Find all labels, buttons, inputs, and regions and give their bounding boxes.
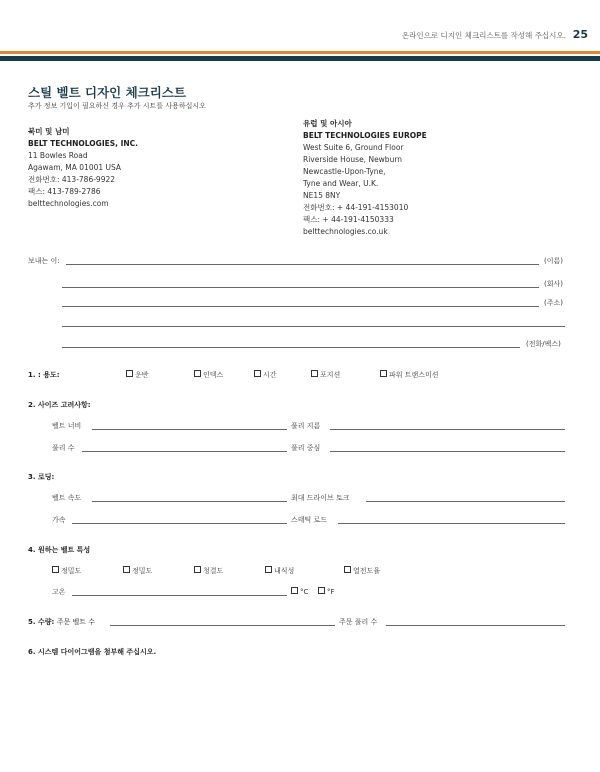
sender-phone-fax-label: (전화/팩스) (526, 340, 561, 348)
sender-address-field-2[interactable] (62, 326, 565, 327)
pulley-count-field[interactable] (82, 451, 287, 452)
checkbox-usage-power-transmission[interactable] (380, 370, 439, 380)
checkbox-label: 정밀도 (61, 567, 82, 575)
section-characteristics-title: 4. 원하는 벨트 특성 (28, 546, 91, 554)
pulley-count-label: 풀리 수 (52, 444, 75, 452)
static-load-label: 스태틱 로드 (291, 516, 328, 524)
office-address-line: Riverside House, Newburn (303, 155, 403, 164)
office-region: 유럽 및 아시아 (303, 119, 352, 128)
belt-width-label: 벨트 너비 (52, 422, 82, 430)
sender-company-field[interactable] (62, 287, 539, 288)
checkbox-corrosion-resistance[interactable] (265, 566, 294, 576)
checkbox-box[interactable] (380, 370, 387, 377)
office-fax: 팩스: 413-789-2786 (28, 187, 101, 196)
office-phone: 전화번호: 413-786-9922 (28, 175, 116, 184)
office-address-line: West Suite 6, Ground Floor (303, 143, 404, 152)
checkbox-usage-timing[interactable] (254, 370, 277, 380)
checkbox-label: 열전도율 (353, 567, 381, 575)
office-north-america (28, 126, 138, 210)
checkbox-box[interactable] (311, 370, 318, 377)
checkbox-box[interactable] (265, 566, 272, 573)
office-address-line: Newcastle-Upon-Tyne, (303, 167, 386, 176)
pulley-diameter-field[interactable] (330, 429, 565, 430)
checkbox-usage-positioning[interactable] (311, 370, 340, 380)
office-europe (303, 118, 427, 238)
page-number: 25 (572, 28, 588, 41)
section-usage-title: 1. : 용도: (28, 371, 60, 379)
checkbox-cleanliness[interactable] (194, 566, 223, 576)
checkbox-label: °F (327, 588, 335, 596)
checkbox-label: 포지션 (320, 371, 341, 379)
sender-address-label: (주소) (544, 299, 563, 307)
checkbox-box[interactable] (194, 566, 201, 573)
belt-speed-field[interactable] (92, 501, 287, 502)
page-subtitle: 추가 정보 기입이 필요하신 경우 추가 시트를 사용하십시오 (28, 102, 206, 110)
checkbox-label: 운반 (135, 371, 149, 379)
checkbox-box[interactable] (318, 587, 325, 594)
acceleration-field[interactable] (72, 523, 287, 524)
max-drive-torque-field[interactable] (366, 501, 565, 502)
checkbox-precision-2[interactable] (123, 566, 152, 576)
section-diagram-title: 6. 시스템 다이어그램을 첨부해 주십시오. (28, 648, 157, 656)
section-quantity-number: 5. 수량: (28, 618, 55, 626)
checkbox-label: °C (300, 588, 309, 596)
checkbox-label: 청결도 (203, 567, 224, 575)
pulleys-ordered-field[interactable] (386, 625, 565, 626)
sender-phone-fax-field[interactable] (62, 347, 520, 348)
header-navy-rule (0, 56, 600, 61)
sender-name-field[interactable] (66, 264, 539, 265)
checkbox-label: 인덱스 (203, 371, 224, 379)
sender-address-field[interactable] (62, 306, 539, 307)
checkbox-box[interactable] (52, 566, 59, 573)
pulley-center-label: 풀리 중심 (291, 444, 321, 452)
checkbox-thermal-conductivity[interactable] (344, 566, 380, 576)
office-website: belttechnologies.com (28, 199, 109, 208)
office-address-line: Tyne and Wear, U.K. (303, 179, 379, 188)
checkbox-label: 내식성 (274, 567, 295, 575)
sender-name-label: (이름) (544, 257, 563, 265)
header-orange-rule (0, 51, 600, 54)
checkbox-box[interactable] (123, 566, 130, 573)
checkbox-label: 파워 트랜스미션 (389, 371, 439, 379)
office-address-line: 11 Bowles Road (28, 151, 88, 160)
pulley-diameter-label: 풀리 지름 (291, 422, 321, 430)
checkbox-label: 정밀도 (132, 567, 153, 575)
checkbox-usage-conveying[interactable] (126, 370, 149, 380)
section-size-title: 2. 사이즈 고려사항: (28, 401, 91, 409)
office-phone: 전화번호: + 44-191-4153010 (303, 203, 409, 212)
belt-width-field[interactable] (92, 429, 287, 430)
checkbox-celsius[interactable] (291, 587, 308, 596)
office-company: BELT TECHNOLOGIES EUROPE (303, 131, 427, 140)
checkbox-precision-1[interactable] (52, 566, 81, 576)
acceleration-label: 가속 (52, 516, 66, 524)
office-website: belttechnologies.co.uk (303, 227, 388, 236)
belts-ordered-label: 주문 벨트 수 (56, 618, 95, 626)
checkbox-box[interactable] (194, 370, 201, 377)
section-quantity-title (28, 617, 95, 627)
checkbox-fahrenheit[interactable] (318, 587, 335, 596)
pulleys-ordered-label: 주문 풀리 수 (339, 618, 378, 626)
high-temp-field[interactable] (72, 595, 287, 596)
checkbox-box[interactable] (344, 566, 351, 573)
office-company: BELT TECHNOLOGIES, INC. (28, 139, 139, 148)
belts-ordered-field[interactable] (110, 625, 335, 626)
page-title: 스틸 벨트 디자인 체크리스트 (28, 85, 186, 100)
checkbox-box[interactable] (126, 370, 133, 377)
header-instruction: 온라인으로 디지인 체크리스트를 작성해 주십시오. (401, 31, 566, 40)
max-drive-torque-label: 최대 드라이브 토크 (291, 494, 350, 502)
checkbox-label: 시간 (263, 371, 277, 379)
section-loading-title: 3. 로딩: (28, 473, 55, 481)
checkbox-box[interactable] (291, 587, 298, 594)
office-fax: 팩스: + 44-191-4150333 (303, 215, 394, 224)
checkbox-box[interactable] (254, 370, 261, 377)
belt-speed-label: 벨트 속도 (52, 494, 82, 502)
sender-company-label: (회사) (544, 280, 563, 288)
sender-label: 보내는 이: (28, 257, 60, 265)
office-region: 북미 및 남미 (28, 127, 70, 136)
pulley-center-field[interactable] (330, 451, 565, 452)
high-temp-label: 고온 (52, 588, 66, 596)
static-load-field[interactable] (338, 523, 565, 524)
checkbox-usage-indexing[interactable] (194, 370, 223, 380)
office-address-line: NE15 8NY (303, 191, 341, 200)
office-address-line: Agawam, MA 01001 USA (28, 163, 122, 172)
